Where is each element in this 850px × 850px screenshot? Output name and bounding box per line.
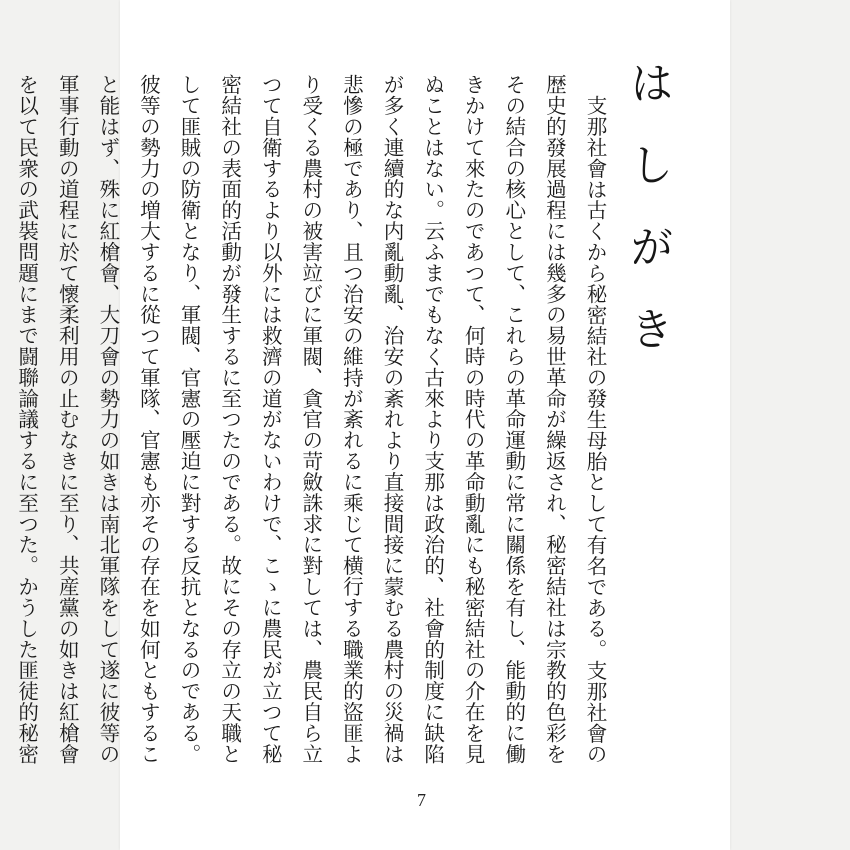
page-number: 7 [417, 790, 426, 810]
page-title: はしがき [622, 60, 673, 388]
body-paragraph: 支那社會は古くから秘密結社の發生母胎として有名である。支那社會の歴史的發展過程には幾多の易世革命が繰返され、秘密結社は宗教的色彩をその結合の核心として、これらの革命運動に常に關係を有し、能動的に働きかけて來たのであつて、何時の時代の革命動亂にも秘密結社の介在を見ぬことはない。云ふまでもなく古來より支那は政治的、社會的制度に缺陷が多く連續的な内亂動亂、治安の紊れより直接間接に蒙むる農村の災禍は悲慘の極であり、且つ治安の維持が紊れるに乘じて横行する職業的盜匪より受くる農村の被害竝びに軍閥、貪官の苛斂誅求に對しては、農民自ら立つて自衛するより以外には救濟の道がないわけで、こゝに農民が立つて秘密結社の表面的活動が發生するに至つたのである。故にその存立の天職として匪賊の防衛となり、軍閥、官憲の壓迫に對する反抗となるのである。彼等の勢力の増大するに從つて軍隊、官憲も亦その存在を如何ともすること能はず、殊に紅槍會、大刀會の勢力の如きは南北軍隊をして遂に彼等の軍事行動の道程に於て懷柔利用の止むなきに至り、共産黨の如きは紅槍會を以て民衆の武裝問題にまで闘聯論議するに至つた。かうした匪徒的秘密 [14, 74, 607, 764]
body-text [14, 74, 615, 764]
